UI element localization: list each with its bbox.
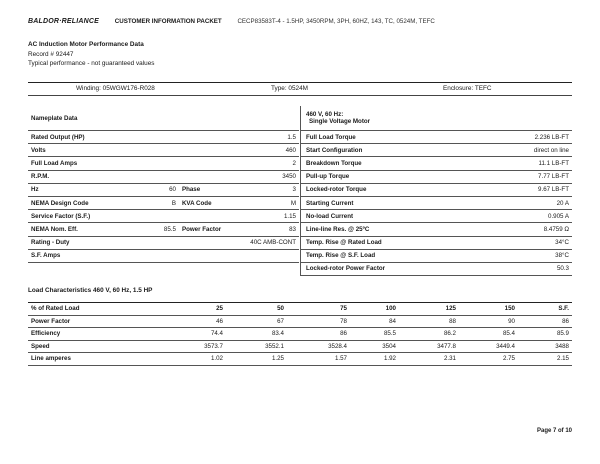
performance-value: 50.3 [460,262,572,275]
load-value: 86 [518,315,572,328]
performance-label: Starting Current [301,196,461,209]
nameplate-row [28,249,299,262]
nameplate-value: 3450 [247,170,299,183]
performance-value: direct on line [460,144,572,157]
page-header [28,18,435,25]
performance-header-row [301,106,573,131]
nameplate-row [28,236,299,249]
load-value: 3488 [518,340,572,353]
performance-row [301,183,573,196]
load-column-header: 125 [399,303,459,316]
nameplate-sublabel [179,236,247,249]
load-row-label: Power Factor [28,315,156,328]
performance-label: Locked-rotor Power Factor [301,262,461,275]
performance-value: 34°C [460,236,572,249]
performance-row [301,210,573,223]
nameplate-sublabel: Phase [179,183,247,196]
load-row [28,315,572,328]
nameplate-label: S.F. Amps [28,249,155,262]
nameplate-value: M [247,196,299,209]
performance-row [301,262,573,275]
nameplate-label: Hz [28,183,155,196]
load-column-header: S.F. [518,303,572,316]
nameplate-heading: Nameplate Data [28,106,299,131]
nameplate-subvalue [155,157,179,170]
load-header-row [28,303,572,316]
nameplate-subvalue: 85.5 [155,223,179,236]
nameplate-label: NEMA Design Code [28,196,155,209]
nameplate-subvalue: 60 [155,183,179,196]
nameplate-value: 40C AMB-CONT [247,236,299,249]
nameplate-label: R.P.M. [28,170,155,183]
performance-heading [301,106,573,131]
record-number: Record # 92447 [28,50,74,58]
load-column-header: 100 [350,303,399,316]
nameplate-subvalue: B [155,196,179,209]
nameplate-value: 83 [247,223,299,236]
nameplate-label: Volts [28,144,155,157]
load-row [28,340,572,353]
performance-value: 2.236 LB-FT [460,131,572,144]
load-value: 78 [287,315,350,328]
load-value: 1.57 [287,353,350,366]
page-number: Page 7 of 10 [536,428,572,434]
nameplate-sublabel: Power Factor [179,223,247,236]
performance-label: Start Configuration [301,144,461,157]
load-value: 2.15 [518,353,572,366]
performance-row [301,236,573,249]
load-value: 86 [287,328,350,341]
load-value: 85.5 [350,328,399,341]
company-logo: BALDOR·RELIANCE [28,18,100,25]
load-row [28,353,572,366]
nameplate-sublabel [179,144,247,157]
load-column-header: 150 [459,303,518,316]
performance-label: Locked-rotor Torque [301,183,461,196]
performance-value: 38°C [460,249,572,262]
nameplate-subvalue [155,249,179,262]
load-value: 84 [350,315,399,328]
nameplate-sublabel [179,249,247,262]
load-value: 1.92 [350,353,399,366]
load-value: 3449.4 [459,340,518,353]
nameplate-row [28,131,299,144]
load-value: 90 [459,315,518,328]
load-row-label: Efficiency [28,328,156,341]
performance-value: 11.1 LB-FT [460,157,572,170]
nameplate-label: Rating - Duty [28,236,155,249]
nameplate-label: Rated Output (HP) [28,131,155,144]
load-value: 2.31 [399,353,459,366]
performance-label: Line-line Res. @ 25ºC [301,223,461,236]
performance-row [301,157,573,170]
document-title: AC Induction Motor Performance Data [28,41,144,48]
nameplate-row [28,183,299,196]
load-row [28,328,572,341]
type-label: Type: 0524M [271,85,308,92]
performance-row [301,144,573,157]
nameplate-row [28,223,299,236]
winding-bar [28,82,572,96]
winding-label: Winding: 05WGW176-R028 [76,85,155,92]
nameplate-value: 3 [247,183,299,196]
load-value: 3504 [350,340,399,353]
load-row-label: Line amperes [28,353,156,366]
load-value: 3552.1 [226,340,287,353]
load-value: 46 [156,315,226,328]
load-value: 74.4 [156,328,226,341]
performance-label: Full Load Torque [301,131,461,144]
performance-row [301,223,573,236]
nameplate-value: 460 [247,144,299,157]
nameplate-sublabel [179,157,247,170]
nameplate-sublabel [179,131,247,144]
nameplate-header-row [28,106,299,131]
load-value: 3477.8 [399,340,459,353]
performance-value: 20 A [460,196,572,209]
nameplate-value: 2 [247,157,299,170]
performance-label: Breakdown Torque [301,157,461,170]
load-row-label: Speed [28,340,156,353]
load-characteristics-table [28,302,572,366]
nameplate-row [28,157,299,170]
load-value: 83.4 [226,328,287,341]
nameplate-value: 1.15 [247,210,299,223]
nameplate-label: Full Load Amps [28,157,155,170]
enclosure-label: Enclosure: TEFC [443,85,492,92]
load-value: 3573.7 [156,340,226,353]
nameplate-row [28,196,299,209]
performance-value: 0.905 A [460,210,572,223]
load-value: 88 [399,315,459,328]
load-value: 1.02 [156,353,226,366]
performance-heading-line1: 460 V, 60 Hz: [306,110,344,118]
disclaimer: Typical performance - not guaranteed values [28,60,155,67]
performance-value: 9.67 LB-FT [460,183,572,196]
document-title-block [28,40,154,69]
nameplate-row [28,144,299,157]
nameplate-label: NEMA Nom. Eff. [28,223,155,236]
nameplate-sublabel [179,210,247,223]
performance-heading-line2: Single Voltage Motor [309,118,371,125]
performance-label: Temp. Rise @ Rated Load [301,236,461,249]
nameplate-subvalue [155,144,179,157]
nameplate-table [28,106,299,263]
nameplate-subvalue [155,131,179,144]
load-value: 3528.4 [287,340,350,353]
packet-label: CUSTOMER INFORMATION PACKET [114,18,222,25]
nameplate-subvalue [155,170,179,183]
load-characteristics-title: Load Characteristics 460 V, 60 Hz, 1.5 HP [28,287,153,294]
nameplate-label: Service Factor (S.F.) [28,210,155,223]
load-column-header: 75 [287,303,350,316]
performance-label: Pull-up Torque [301,170,461,183]
nameplate-subvalue [155,236,179,249]
performance-row [301,249,573,262]
load-value: 1.25 [226,353,287,366]
performance-row [301,131,573,144]
load-value: 2.75 [459,353,518,366]
performance-row [301,196,573,209]
performance-table [300,106,572,276]
load-column-header: % of Rated Load [28,303,156,316]
performance-value: 8.4759 Ω [460,223,572,236]
load-value: 67 [226,315,287,328]
load-value: 86.2 [399,328,459,341]
nameplate-sublabel: KVA Code [179,196,247,209]
load-value: 85.4 [459,328,518,341]
nameplate-subvalue [155,210,179,223]
nameplate-row [28,170,299,183]
nameplate-sublabel [179,170,247,183]
motor-spec: CECP83583T-4 - 1.5HP, 3450RPM, 3PH, 60HZ, 143, TC, 0524M, TEFC [237,18,435,25]
load-value: 85.9 [518,328,572,341]
nameplate-value [247,249,299,262]
performance-value: 7.77 LB-FT [460,170,572,183]
load-column-header: 50 [226,303,287,316]
performance-label: No-load Current [301,210,461,223]
nameplate-row [28,210,299,223]
performance-row [301,170,573,183]
nameplate-value: 1.5 [247,131,299,144]
load-column-header: 25 [156,303,226,316]
performance-label: Temp. Rise @ S.F. Load [301,249,461,262]
